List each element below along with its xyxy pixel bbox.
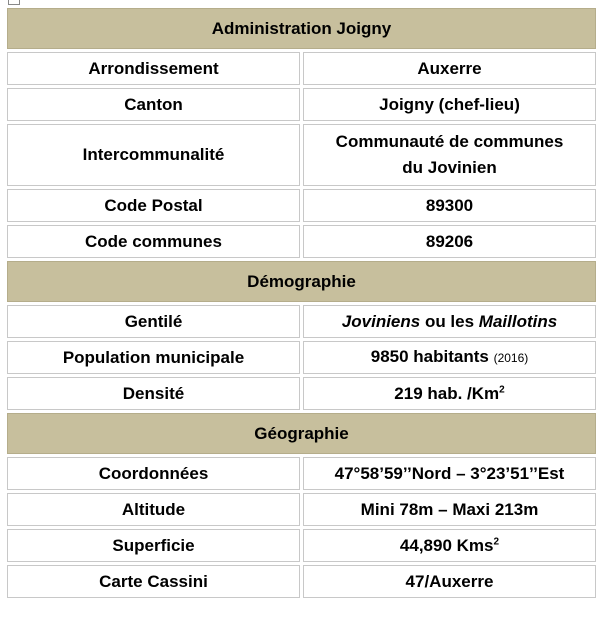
row-value: 89206 [303, 225, 596, 258]
table-row [7, 52, 596, 85]
row-value: 89300 [303, 189, 596, 222]
row-label: Coordonnées [7, 457, 300, 490]
table-row [7, 124, 596, 186]
section-title: Géographie [7, 413, 596, 454]
table-row [7, 225, 596, 258]
row-label: Superficie [7, 529, 300, 562]
area-value: 44,890 Kms [399, 535, 494, 555]
row-value: Mini 78m – Maxi 213m [303, 493, 596, 526]
row-value: Joigny (chef-lieu) [303, 88, 596, 121]
row-value: 47/Auxerre [303, 565, 596, 598]
section-title: Administration Joigny [7, 8, 596, 49]
section-header-demographie [7, 261, 596, 302]
population-year: (2016) [493, 351, 529, 365]
table-row [7, 493, 596, 526]
row-value [303, 124, 596, 186]
row-value [303, 305, 596, 338]
row-value: 47°58’59’’Nord – 3°23’51’’Est [303, 457, 596, 490]
table-row [7, 189, 596, 222]
row-value: Auxerre [303, 52, 596, 85]
table-row [7, 565, 596, 598]
row-label: Population municipale [7, 341, 300, 374]
section-header-administration [7, 8, 596, 49]
row-label: Gentilé [7, 305, 300, 338]
info-table-container [4, 5, 599, 626]
row-label: Canton [7, 88, 300, 121]
section-header-geographie [7, 413, 596, 454]
table-row [7, 457, 596, 490]
row-label: Altitude [7, 493, 300, 526]
density-exponent: 2 [499, 383, 505, 395]
row-label: Arrondissement [7, 52, 300, 85]
table-row [7, 305, 596, 338]
row-label: Densité [7, 377, 300, 410]
section-title: Démographie [7, 261, 596, 302]
value-line-2: du Jovinien [402, 158, 497, 177]
row-label: Intercommunalité [7, 124, 300, 186]
value-line-1: Communauté de communes [335, 132, 564, 151]
row-value [303, 377, 596, 410]
row-label: Code Postal [7, 189, 300, 222]
gentile-connector: ou les [420, 311, 479, 331]
gentile-secondary: Maillotins [478, 311, 558, 331]
table-row [7, 88, 596, 121]
table-row [7, 341, 596, 374]
area-exponent: 2 [493, 535, 500, 547]
row-value [303, 341, 596, 374]
row-label: Code communes [7, 225, 300, 258]
row-value [303, 529, 596, 562]
table-row [7, 529, 596, 562]
gentile-primary: Joviniens [341, 311, 421, 331]
population-value: 9850 habitants [370, 347, 489, 366]
density-value: 219 hab. /Km [394, 383, 500, 403]
table-row [7, 377, 596, 410]
row-label: Carte Cassini [7, 565, 300, 598]
commune-info-table [4, 5, 599, 601]
